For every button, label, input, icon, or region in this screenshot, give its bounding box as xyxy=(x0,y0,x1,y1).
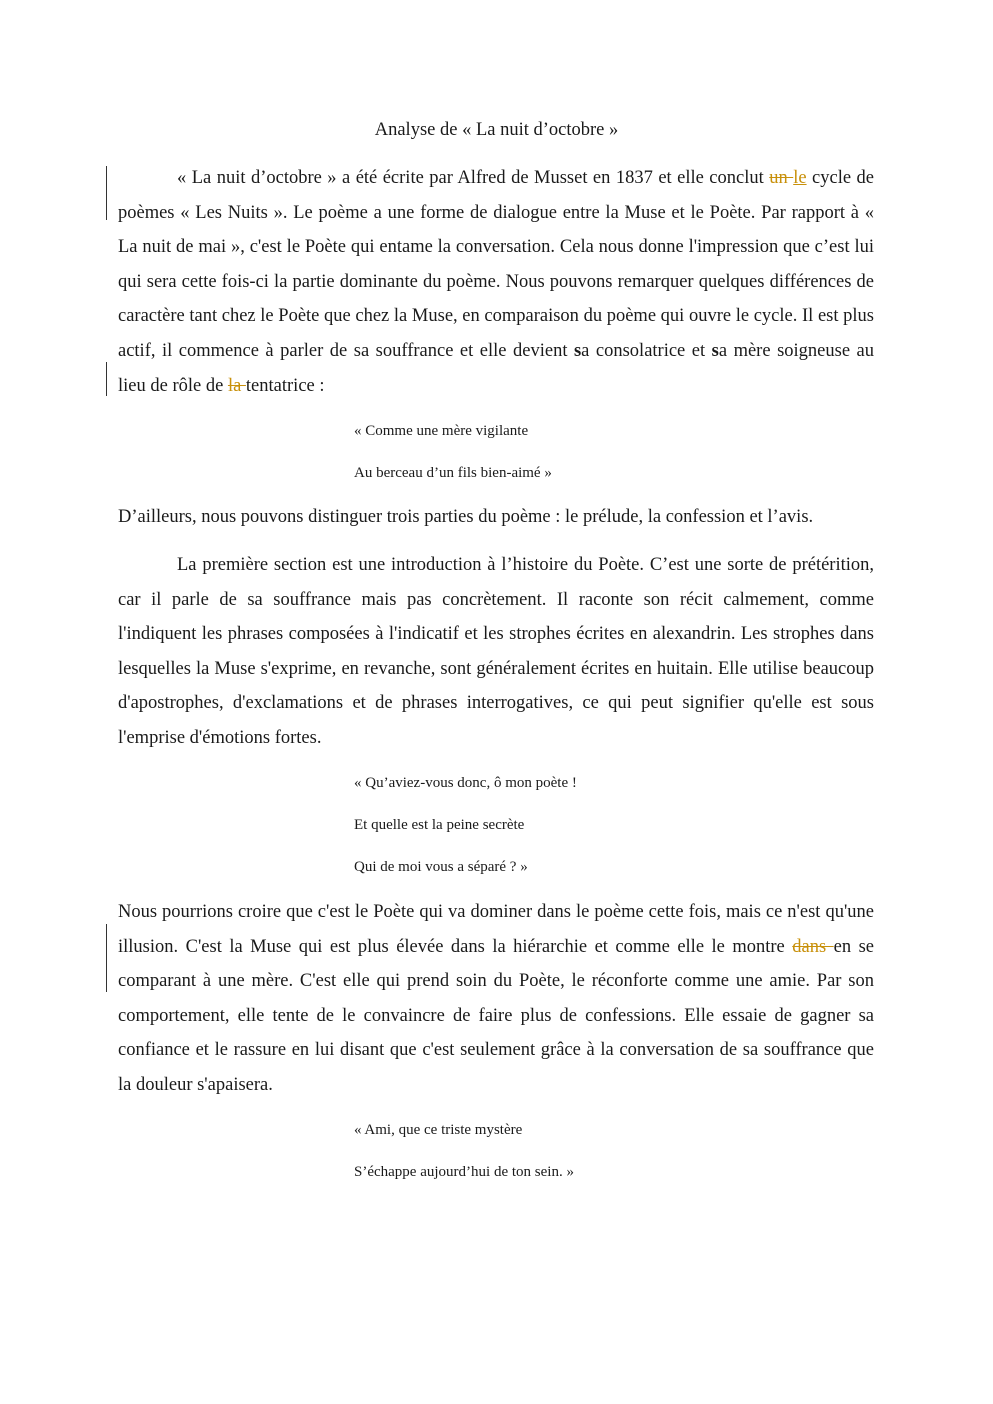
tracked-deletion: dans xyxy=(792,936,834,957)
change-bar xyxy=(106,166,107,220)
quote-line: « Ami, que ce triste mystère xyxy=(354,1122,523,1138)
tracked-deletion: la xyxy=(227,375,246,396)
quote-block-3 xyxy=(354,1109,874,1193)
quote-line: « Comme une mère vigilante xyxy=(354,423,529,439)
bold-letter: s xyxy=(573,340,582,361)
change-bar xyxy=(106,924,107,992)
quote-line: Qui de moi vous a séparé ? » xyxy=(354,859,528,875)
text-run: Nous pourrions croire que c'est le Poète qui va dominer dans le poème cette fois, mais ce n'est qu'une illusion. C'est la Muse qui est plus élevée dans la hiérarchie et comme elle le montre xyxy=(118,902,874,957)
change-bar xyxy=(106,362,107,396)
quote-block-1 xyxy=(354,410,874,494)
document-title: Analyse de « La nuit d’octobre » xyxy=(374,120,619,140)
quote-line: Au berceau d’un fils bien-aimé » xyxy=(354,465,552,481)
paragraph-parts: D’ailleurs, nous pouvons distinguer trois parties du poème : le prélude, la confession et l’avis. xyxy=(118,507,814,527)
bold-letter: s xyxy=(711,340,719,361)
paragraph-first-section: La première section est une introduction à l’histoire du Poète. C’est une sorte de prétérition, car il parle de sa souffrance mais pas concrètement. Il raconte son récit calmement, comme l'indiquent les phrases composées à l'indicatif et les strophes écrites en alexandrin. Les strophes dans lesquelles la Muse s'exprime, en revanche, sont généralement écrites en huitain. Elle utilise beaucoup d'apostrophes, d'exclamations et de phrases interrogatives, ce qui peut signifier qu'elle est sous l'emprise d'émotions fortes. xyxy=(118,555,874,748)
text-run: a mère soigneuse au lieu de rôle de xyxy=(118,340,874,396)
text-run: « La nuit d’octobre » a été écrite par Alfred de Musset en 1837 et elle conclut xyxy=(177,168,770,188)
text-run: a consolatrice et xyxy=(581,340,712,361)
quote-line: « Qu’aviez-vous donc, ô mon poète ! xyxy=(354,775,577,791)
text-run: cycle de poèmes « Les Nuits ». Le poème a une forme de dialogue entre la Muse et le Poète. Par rapport à « La nuit de mai », c'est le Poète qui entame la conversation. Cela nous donne l'impression que c’est lui qui sera cette fois-ci la partie dominante du poème. Nous pouvons remarquer quelques différences de caractère tant chez le Poète que chez la Muse, en comparaison du poème qui ouvre le cycle. Il est plus actif, il commence à parler de sa souffrance et elle devient xyxy=(118,168,874,361)
quote-block-2 xyxy=(354,762,874,888)
tracked-deletion: un xyxy=(769,168,794,188)
quote-line: Et quelle est la peine secrète xyxy=(354,817,525,833)
text-run: en se comparant à une mère. C'est elle qui prend soin du Poète, le réconforte comme une amie. Par son comportement, elle tente de le convaincre de faire plus de confessions. Elle essaie de gagner sa confiance et le rassure en lui disant que c'est seulement grâce à la conversation de sa souffrance que la douleur s'apaisera. xyxy=(118,936,874,1095)
tracked-insertion: le xyxy=(793,168,807,188)
paragraph-intro xyxy=(118,161,874,403)
text-run: tentatrice : xyxy=(245,375,325,396)
quote-line: S’échappe aujourd’hui de ton sein. » xyxy=(354,1164,574,1180)
paragraph-muse-hierarchy xyxy=(118,895,874,1103)
